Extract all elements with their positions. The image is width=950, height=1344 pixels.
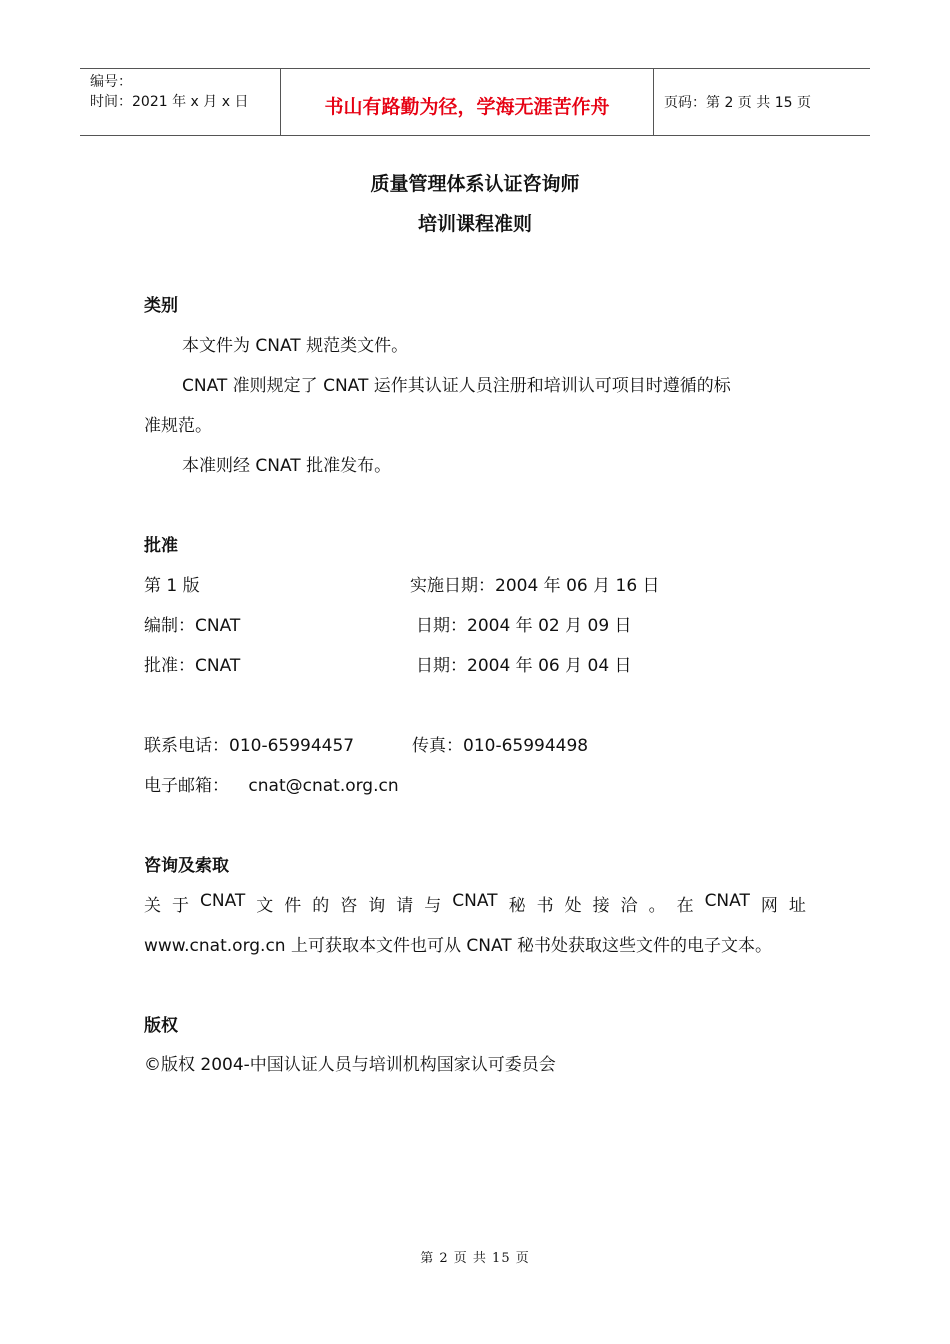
consult-line-1-word: 与 [424,896,442,916]
approval-edition: 第 1 版 [144,576,200,596]
consult-line-1-word: 网 [760,896,778,916]
consult-line-2: www.cnat.org.cn 上可获取本文件也可从 CNAT 秘书处获取这些文件的电子文本。 [144,936,773,956]
section-heading-approval: 批准 [144,536,178,556]
approval-approved-by: 批准：CNAT [144,656,241,676]
consult-line-1-word: 。 [648,896,666,916]
category-paragraph-2-line-1: CNAT 准则规定了 CNAT 运作其认证人员注册和培训认可项目时遵循的标 [182,376,731,396]
category-paragraph-3: 本准则经 CNAT 批准发布。 [182,456,392,476]
document-number-label: 编号： [90,74,132,90]
section-heading-category: 类别 [144,296,178,316]
approval-compiled-by: 编制：CNAT [144,616,241,636]
category-paragraph-1: 本文件为 CNAT 规范类文件。 [182,336,409,356]
document-time-label: 时间：2021 年 x 月 x 日 [90,94,249,110]
consult-line-1-word: 文 [256,896,274,916]
approval-compiled-date: 日期：2004 年 02 月 09 日 [416,616,632,636]
header-page-info: 页码：第 2 页 共 15 页 [664,95,811,111]
contact-phone: 联系电话：010-65994457 [144,736,355,756]
page-footer: 第 2 页 共 15 页 [420,1251,530,1266]
consult-line-1-word: CNAT [704,891,750,911]
consult-line-1-word: 址 [788,896,806,916]
consult-line-1-word: 接 [592,896,610,916]
contact-fax: 传真：010-65994498 [412,736,589,756]
copyright-text: ©版权 2004-中国认证人员与培训机构国家认可委员会 [144,1055,556,1075]
consult-line-1-word: 请 [396,896,414,916]
consult-line-1-word: 咨 [340,896,358,916]
consult-line-1-word: 询 [368,896,386,916]
contact-email-label: 电子邮箱： [144,776,229,796]
consult-line-1-word: 关 [144,896,161,916]
section-heading-copyright: 版权 [144,1016,178,1036]
consult-line-1-word: 件 [284,896,302,916]
consult-line-1-word: 秘 [508,896,526,916]
header-table [80,68,870,136]
contact-email-link[interactable]: cnat@cnat.org.cn [248,776,399,796]
header-motto-cell [281,69,654,135]
consult-line-1-word: 书 [536,896,554,916]
consult-line-1-word: 的 [312,896,330,916]
contact-email-row [144,771,399,796]
header-page-cell [654,69,870,135]
approval-approved-date: 日期：2004 年 06 月 04 日 [416,656,632,676]
consult-line-1-word: CNAT [452,891,498,911]
approval-effective-date: 实施日期：2004 年 06 月 16 日 [410,576,660,596]
category-paragraph-2-line-2: 准规范。 [144,416,212,436]
consult-line-1-word: 于 [172,896,189,916]
header-meta-cell [80,69,281,135]
consult-line-1-word: 在 [676,896,694,916]
doc-title-line2: 培训课程准则 [417,213,532,235]
consult-line-1-word: CNAT [200,891,246,911]
consult-line-1-word: 洽 [620,896,638,916]
doc-title-line1: 质量管理体系认证咨询师 [370,173,580,195]
consult-line-1-word: 处 [564,896,582,916]
header-motto: 书山有路勤为径，学海无涯苦作舟 [324,95,610,118]
section-heading-consult: 咨询及索取 [144,856,229,876]
consult-line-1 [144,891,806,916]
